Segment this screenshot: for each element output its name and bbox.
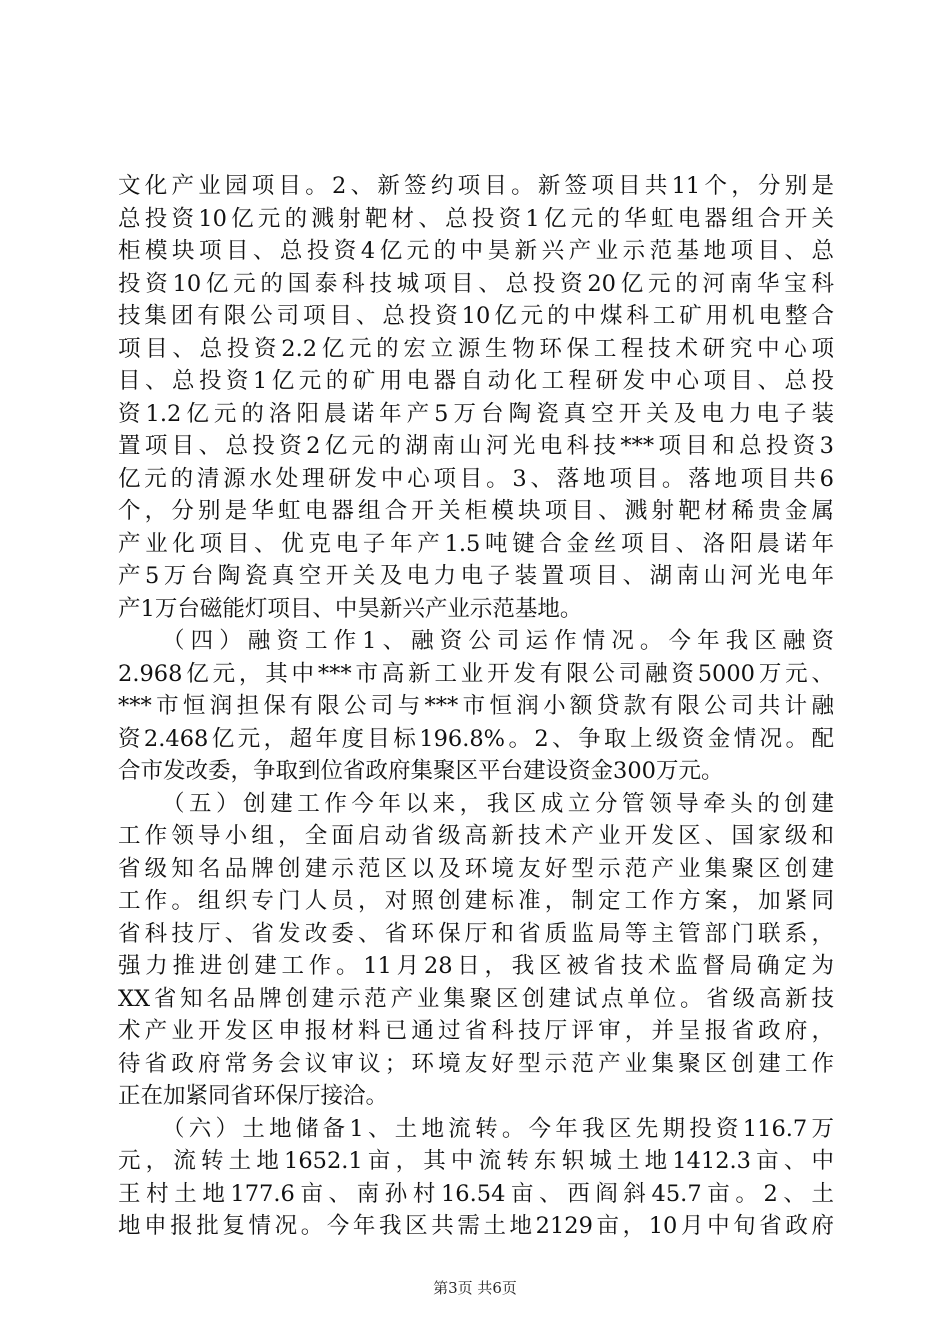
- text-line: 工作领导小组，全面启动省级高新技术产业开发区、国家级和: [118, 823, 834, 849]
- text-line: 亿元的清源水处理研发中心项目。3、落地项目。落地项目共6: [118, 465, 834, 492]
- text-line: 投资10亿元的国泰科技城项目、总投资20亿元的河南华宝科: [118, 270, 834, 297]
- text-line: 强力推进创建工作。11月28日，我区被省技术监督局确定为: [118, 953, 834, 979]
- text-line: 产1万台磁能灯项目、中昊新兴产业示范基地。: [118, 595, 583, 622]
- text-line: 王村土地177.6亩、南孙村16.54亩、西阎斜45.7亩。2、土: [118, 1180, 834, 1207]
- paragraph-heading-line: （五）创建工作今年以来，我区成立分管领导牵头的创建: [162, 790, 834, 817]
- text-line: 个，分别是华虹电器组合开关柜模块项目、溅射靶材稀贵金属: [118, 498, 834, 524]
- text-line: 技集团有限公司项目、总投资10亿元的中煤科工矿用机电整合: [118, 303, 834, 329]
- text-line: 文化产业园项目。2、新签约项目。新签项目共11个，分别是: [118, 173, 834, 199]
- text-line: 项目、总投资2.2亿元的宏立源生物环保工程技术研究中心项: [118, 335, 834, 362]
- text-line: 目、总投资1亿元的矿用电器自动化工程研发中心项目、总投: [118, 368, 834, 394]
- text-line: ***市恒润担保有限公司与***市恒润小额贷款有限公司共计融: [118, 693, 834, 719]
- text-line: 产业化项目、优克电子年产1.5吨键合金丝项目、洛阳晨诺年: [118, 530, 834, 557]
- text-line: 合市发改委，争取到位省政府集聚区平台建设资金300万元。: [118, 758, 724, 784]
- text-line: 元，流转土地1652.1亩，其中流转东轵城土地1412.3亩、中: [118, 1148, 834, 1174]
- text-line: 工作。组织专门人员，对照创建标准，制定工作方案，加紧同: [118, 888, 834, 914]
- document-body: [118, 170, 834, 1243]
- text-line: 总投资10亿元的溅射靶材、总投资1亿元的华虹电器组合开关: [118, 205, 834, 232]
- page-number-footer: 第3页 共6页: [433, 1279, 517, 1297]
- text-line: 省级知名品牌创建示范区以及环境友好型示范产业集聚区创建: [118, 855, 834, 882]
- text-line: 待省政府常务会议审议；环境友好型示范产业集聚区创建工作: [118, 1050, 834, 1077]
- text-line: 柜模块项目、总投资4亿元的中昊新兴产业示范基地项目、总: [118, 238, 834, 264]
- text-line: 正在加紧同省环保厅接洽。: [118, 1083, 389, 1109]
- text-line: 2.968亿元，其中***市高新工业开发有限公司融资5000万元、: [118, 660, 834, 687]
- text-line: 置项目、总投资2亿元的湖南山河光电科技***项目和总投资3: [118, 433, 834, 459]
- text-line: 资2.468亿元，超年度目标196.8%。2、争取上级资金情况。配: [118, 725, 834, 752]
- text-line: 产5万台陶瓷真空开关及电力电子装置项目、湖南山河光电年: [118, 563, 834, 589]
- text-line: 术产业开发区申报材料已通过省科技厅评审，并呈报省政府，: [118, 1018, 834, 1044]
- text-line: 资1.2亿元的洛阳晨诺年产5万台陶瓷真空开关及电力电子装: [118, 400, 834, 427]
- paragraph-heading-line: （六）土地储备1、土地流转。今年我区先期投资116.7万: [162, 1115, 834, 1142]
- text-line: XX省知名品牌创建示范产业集聚区创建试点单位。省级高新技: [118, 985, 834, 1012]
- text-line: 地申报批复情况。今年我区共需土地2129亩，10月中旬省政府: [118, 1213, 834, 1239]
- text-line: 省科技厅、省发改委、省环保厅和省质监局等主管部门联系，: [118, 920, 834, 947]
- paragraph-heading-line: （四）融资工作1、融资公司运作情况。今年我区融资: [162, 628, 834, 654]
